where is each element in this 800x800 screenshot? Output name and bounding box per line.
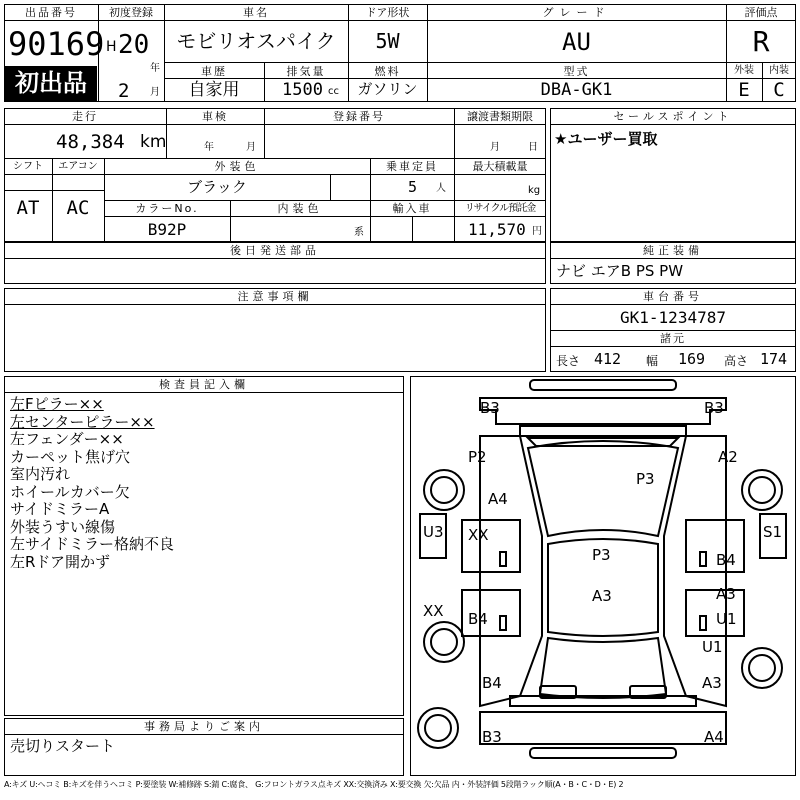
mark-xx-door: XX [468, 526, 489, 544]
mark-p2: P2 [468, 448, 487, 466]
transfer-month-unit: 月 [490, 142, 500, 153]
wheel-front-left-inner [431, 477, 457, 503]
length-value: 412 [594, 350, 622, 368]
notes-label: 注意事項欄 [237, 290, 313, 303]
rear-window [540, 638, 666, 698]
later-parts-label: 後日発送部品 [230, 244, 320, 257]
interior-score-label: 内装 [769, 65, 789, 76]
car-name-label: 車名 [243, 6, 269, 19]
capacity-value: 5 [408, 178, 418, 196]
wheel-rear-left-inner [431, 629, 457, 655]
office-label: 事務局よりご案内 [144, 720, 264, 733]
first-reg-year-unit: 年 [150, 63, 160, 74]
transfer-day-unit: 日 [528, 142, 538, 153]
first-reg-era: H [106, 39, 117, 55]
ext-color-label: 外装色 [214, 160, 260, 173]
inspector-lines [10, 396, 174, 571]
sales-point-label: セールスポイント [613, 110, 733, 123]
rear-bumper-bottom [530, 748, 676, 758]
inspector-line: カーペット焦げ穴 [10, 447, 131, 466]
color-no-label: カラーNo. [135, 202, 199, 215]
wheel-front-right-inner [749, 477, 775, 503]
inspector-line: 左センターピラー×× [10, 412, 155, 431]
mark-b3-rear: B3 [482, 728, 502, 746]
handle [700, 616, 706, 630]
grade-label: グレード [542, 6, 611, 19]
mileage-value: 48,384 [56, 131, 125, 153]
equipment-value: ナビ エアB PS PW [556, 262, 684, 280]
width-value: 169 [678, 350, 706, 368]
mark-p3-hood: P3 [636, 470, 655, 488]
mileage-label: 走行 [72, 110, 98, 123]
mark-a4-rear: A4 [704, 728, 724, 746]
hood-outline [520, 426, 686, 436]
sales-point-value: ★ユーザー買取 [554, 130, 658, 148]
car-name-value: モビリオスパイク [176, 29, 336, 53]
color-no-value: B92P [147, 220, 187, 239]
score-value: R [752, 25, 770, 58]
mark-b4-right: B4 [716, 551, 736, 569]
mark-a3-roof: A3 [592, 587, 612, 605]
office-value: 売切りスタート [10, 737, 116, 755]
height-label: 高さ [724, 354, 749, 368]
inspector-line: サイドミラーA [10, 500, 110, 518]
score-label: 評価点 [744, 6, 778, 19]
mark-b4-rear-left: B4 [482, 674, 502, 692]
height-value: 174 [760, 350, 788, 368]
inspection-label: 車検 [202, 110, 228, 123]
grade-value: AU [562, 28, 591, 56]
first-reg-year: 20 [118, 30, 150, 60]
interior-score-value: C [773, 79, 785, 101]
door-label: ドア形状 [365, 6, 410, 19]
inspector-line: 外装うすい線傷 [10, 517, 116, 536]
fuel-value: ガソリン [357, 80, 418, 98]
lot-number: 90169 [8, 25, 105, 63]
handle [500, 616, 506, 630]
car-diagram [410, 376, 796, 776]
length-label: 長さ [556, 354, 581, 368]
spare-wheel-inner [425, 715, 451, 741]
front-bumper [480, 398, 726, 424]
mark-u1-a: U1 [716, 610, 737, 628]
mileage-unit: km [140, 132, 167, 152]
inspector-line: 左Fピラー×× [10, 395, 104, 413]
door-value: 5W [375, 29, 400, 53]
int-color-label: 内装色 [277, 202, 323, 215]
shift-value: AT [16, 197, 40, 219]
ext-color-value: ブラック [187, 178, 247, 196]
reg-number-label: 登録番号 [333, 110, 385, 123]
handle [700, 552, 706, 566]
recycle-value: 11,570 [468, 220, 526, 239]
exterior-score-value: E [738, 79, 750, 101]
inspector-line: 左フェンダー×× [10, 430, 124, 448]
exterior-score-label: 外装 [734, 65, 754, 76]
mark-s1: S1 [763, 523, 783, 541]
mark-a4-fender: A4 [488, 490, 508, 508]
dims-label: 諸元 [660, 332, 686, 345]
mark-p3-roof: P3 [592, 546, 611, 564]
first-listing-text: 初出品 [15, 69, 87, 97]
inspector-line: 室内汚れ [10, 465, 71, 483]
import-label: 輸入車 [392, 202, 432, 215]
inspector-line: 左Rドア開かず [10, 552, 110, 571]
displacement-value: 1500 [282, 80, 323, 100]
displacement-label: 排気量 [286, 65, 326, 78]
history-value: 自家用 [188, 80, 240, 100]
legend: A:キズ U:ヘコミ B:キズを伴うヘコミ P:要塗装 W:補修跡 S:錆 C:腐食、 G:フロントガラス点キズ XX:交換済み X:要交換 欠:欠品 内・外装評価 5段階ラック順(A・B・C・D・E) 2 [4, 780, 624, 789]
max-load-unit: kg [528, 185, 541, 196]
inspector-line: ホイールカバー欠 [10, 482, 130, 501]
windshield [528, 441, 678, 536]
mark-b3-front-left: B3 [480, 399, 500, 417]
mark-b3-front-right: B3 [704, 399, 724, 417]
model-code-value: DBA-GK1 [540, 80, 613, 100]
history-label: 車歴 [201, 65, 227, 78]
sales-point-box [550, 108, 796, 242]
int-color-unit: 系 [354, 227, 364, 238]
transfer-deadline-label: 譲渡書類期限 [467, 110, 533, 123]
capacity-label: 乗車定員 [386, 160, 438, 173]
mark-u1-b: U1 [702, 638, 723, 656]
equipment-label: 純正装備 [643, 244, 703, 257]
rear-bumper [480, 712, 726, 744]
capacity-unit: 人 [436, 183, 446, 194]
fuel-label: 燃料 [374, 65, 401, 78]
width-label: 幅 [646, 354, 659, 368]
inspector-line: 左サイドミラー格納不良 [10, 535, 174, 553]
inspector-label: 検査員記入欄 [159, 378, 249, 391]
mark-a3-right: A3 [716, 585, 736, 603]
mark-a3-rear-right: A3 [702, 674, 722, 692]
first-reg-month: 2 [118, 80, 130, 102]
recycle-label: リサイクル預託金 [464, 203, 536, 214]
wheel-rear-right-inner [749, 655, 775, 681]
inspection-year-unit: 年 [204, 142, 214, 153]
mark-xx-left: XX [423, 602, 444, 620]
chassis-value: GK1-1234787 [620, 308, 726, 327]
handle [500, 552, 506, 566]
aircon-label: エアコン [58, 161, 98, 172]
mark-b4-left: B4 [468, 610, 488, 628]
displacement-unit: cc [328, 86, 339, 97]
recycle-unit: 円 [532, 226, 542, 237]
front-bumper-top [530, 380, 676, 390]
mark-u3: U3 [423, 523, 444, 541]
aircon-value: AC [66, 197, 90, 219]
first-reg-label: 初度登録 [109, 6, 153, 19]
spec-block [4, 108, 546, 242]
first-reg-month-unit: 月 [150, 87, 160, 98]
max-load-label: 最大積載量 [472, 160, 528, 173]
lot-label: 出品番号 [25, 6, 77, 19]
model-code-label: 型式 [563, 65, 590, 78]
inspection-month-unit: 月 [246, 142, 256, 153]
chassis-label: 車台番号 [643, 290, 703, 303]
shift-label: シフト [13, 161, 43, 172]
mark-a2: A2 [718, 448, 738, 466]
